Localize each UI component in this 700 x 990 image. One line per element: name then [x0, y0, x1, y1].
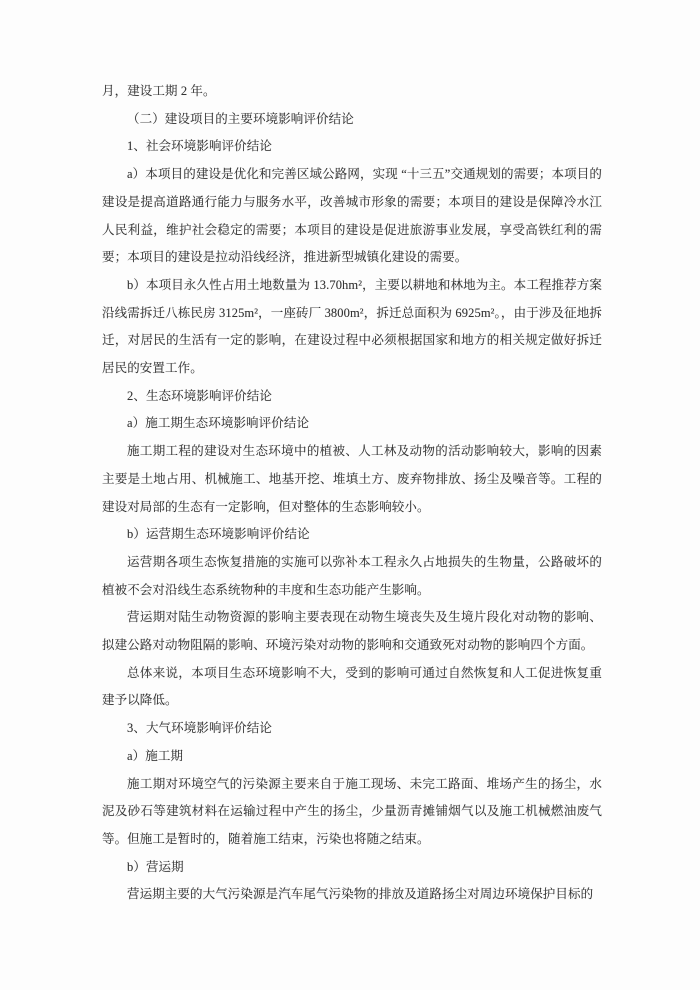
paragraph-air-operation-pollution: 营运期主要的大气污染源是汽车尾气污染物的排放及道路扬尘对周边环境保护目标的: [127, 887, 594, 902]
heading-air-construction-period: a）施工期: [127, 748, 184, 763]
paragraph-eco-overall-summary: 总体来说，本项目生态环境影响不大，受到的影响可通过自然恢复和人工促进恢复重建予以降低。: [102, 665, 602, 708]
heading-air-operation-period: b）营运期: [127, 859, 184, 874]
paragraph-continuation-construction-period: 月，建设工期 2 年。: [102, 84, 216, 98]
paragraph-social-item-a: a）本项目的建设是优化和完善区域公路网，实现 “十三五”交通规划的需要；本项目的建设是提高道路通行能力与服务水平，改善城市形象的需要；本项目的建设是保障冷水江人民利益，维护社会稳定的需要；本项目的建设是促进旅游事业发展，享受高铁红利的需要；本项目的建设是拉动沿线经济，推进新型城镇化建设的需要。: [102, 167, 602, 265]
heading-air-environment-conclusion: 3、大气环境影响评价结论: [127, 721, 272, 736]
heading-social-environment-conclusion: 1、社会环境影响评价结论: [127, 139, 272, 154]
paragraph-eco-operation-wildlife: 营运期对陆生动物资源的影响主要表现在动物生境丧失及生境片段化对动物的影响、拟建公路对动物阻隔的影响、环境污染对动物的影响和交通致死对动物的影响四个方面。: [102, 610, 602, 653]
document-body: [102, 78, 602, 909]
paragraph-eco-operation-restoration: 运营期各项生态恢复措施的实施可以弥补本工程永久占地损失的生物量，公路破坏的植被不会对沿线生态系统物种的丰度和生态功能产生影响。: [102, 554, 602, 597]
heading-ecological-environment-conclusion: 2、生态环境影响评价结论: [127, 388, 272, 403]
paragraph-air-construction-pollution: 施工期对环境空气的污染源主要来自于施工现场、未完工路面、堆场产生的扬尘，水泥及砂石等建筑材料在运输过程中产生的扬尘，少量沥青摊铺烟气以及施工机械燃油废气等。但施工是暂时的，随着施工结束，污染也将随之结束。: [102, 776, 602, 846]
paragraph-eco-construction-impact: 施工期工程的建设对生态环境中的植被、人工林及动物的活动影响较大，影响的因素主要是土地占用、机械施工、地基开挖、堆填土方、废弃物排放、扬尘及噪音等。工程的建设对局部的生态有一定影响，但对整体的生态影响较小。: [102, 444, 602, 514]
paragraph-social-item-b-land-occupation: b）本项目永久性占用土地数量为 13.70hm²，主要以耕地和林地为主。本工程推荐方案沿线需拆迁八栋民房 3125m²，一座砖厂 3800m²，拆迁总面积为 6925m²。，由于涉及征地拆迁，对居民的生活有一定的影响，在建设过程中必须根据国家和地方的相关规定做好拆迁居民的安置工作。: [102, 277, 602, 376]
heading-eco-operation-period: b）运营期生态环境影响评价结论: [127, 527, 310, 542]
heading-section-two-main-conclusions: （二）建设项目的主要环境影响评价结论: [127, 111, 354, 126]
heading-eco-construction-period: a）施工期生态环境影响评价结论: [127, 416, 310, 431]
